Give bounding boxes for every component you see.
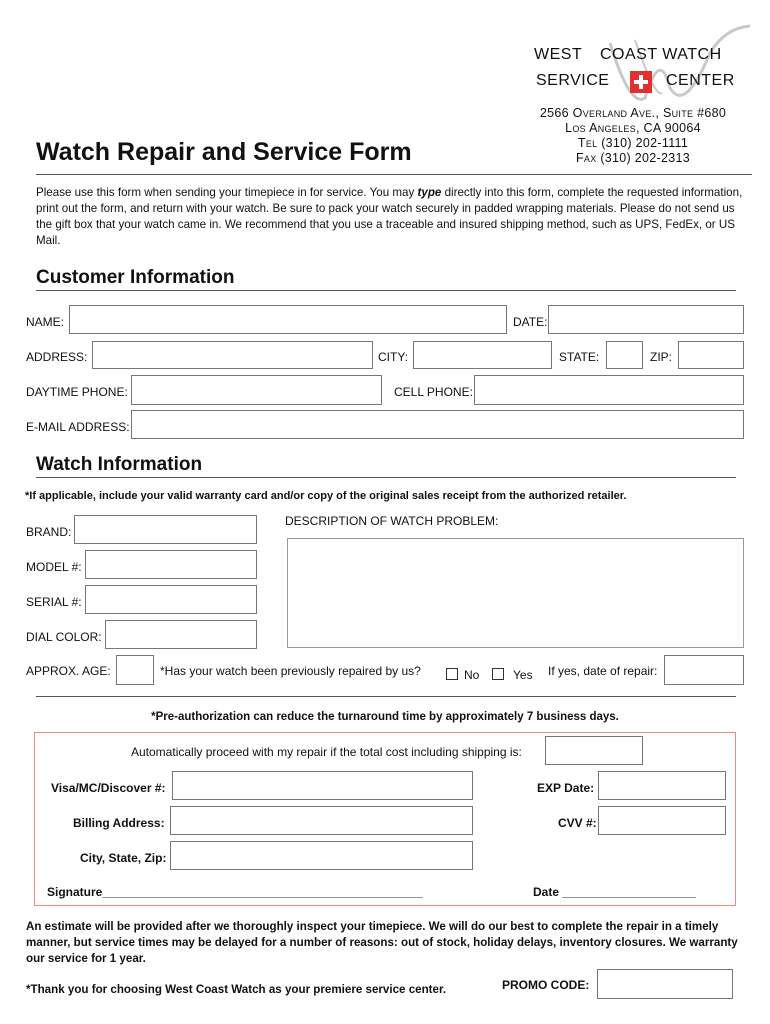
dial-color-label: DIAL COLOR: — [26, 630, 102, 644]
signature-date-line: Date ____________________ — [533, 885, 696, 899]
customer-info-heading: Customer Information — [36, 267, 235, 288]
watch-divider — [36, 477, 736, 478]
cvv-input[interactable] — [598, 806, 726, 835]
billing-label: Billing Address: — [73, 816, 165, 830]
signature-line: Signature________________________________________________ — [47, 885, 423, 899]
watch-info-heading: Watch Information — [36, 454, 203, 475]
logo-service: SERVICE — [536, 72, 610, 89]
cell-phone-input[interactable] — [474, 375, 744, 405]
warranty-note: *If applicable, include your valid warranty card and/or copy of the original sales receipt from the authorized retailer. — [25, 490, 627, 502]
estimate-text: An estimate will be provided after we thoroughly inspect your timepiece. We will do our best to complete the repair in a timely manner, but service times may be delayed for a number of reasons: out of stock, holiday delays, inventory closures. We warranty our service for 1 year. — [26, 920, 738, 965]
logo-coast-watch: COAST WATCH — [600, 46, 722, 63]
brand-label: BRAND: — [26, 525, 72, 539]
card-input[interactable] — [172, 771, 473, 800]
zip-input[interactable] — [678, 341, 744, 369]
brand-input[interactable] — [74, 515, 257, 544]
date-input[interactable] — [548, 305, 744, 334]
zip-label: ZIP: — [650, 350, 673, 364]
address-line-2: Los Angeles, CA 90064 — [565, 121, 701, 135]
auto-proceed-input[interactable] — [545, 736, 643, 765]
state-label: STATE: — [559, 350, 600, 364]
logo-watermark-w — [600, 18, 760, 113]
auto-proceed-label: Automatically proceed with my repair if the total cost including shipping is: — [131, 745, 522, 759]
serial-label: SERIAL #: — [26, 595, 82, 609]
promo-code-label: PROMO CODE: — [502, 978, 590, 992]
promo-code-input[interactable] — [597, 969, 733, 999]
intro-text: Please use this form when sending your timepiece in for service. You may type directly into this form, complete the requested information, print out the form, and return with your watch. Be sure to pack your watch securely in padded wrapping materials. Please do not send us the gift box that your watch came in. We recommend that you use a traceable and insured shipping method, such as UPS, FedEx, or US Mail. — [36, 186, 743, 247]
page-title: Watch Repair and Service Form — [36, 138, 412, 166]
fax: Fax (310) 202-2313 — [576, 151, 690, 165]
model-label: MODEL #: — [26, 560, 82, 574]
daytime-phone-label: DAYTIME PHONE: — [26, 385, 128, 399]
exp-input[interactable] — [598, 771, 726, 800]
date-label: DATE: — [513, 315, 548, 329]
date-of-repair-input[interactable] — [664, 655, 744, 685]
telephone: Tel (310) 202-1111 — [577, 136, 689, 150]
cell-phone-label: CELL PHONE: — [394, 385, 473, 399]
yes-label: Yes — [513, 668, 533, 682]
watch-bottom-divider — [36, 696, 736, 697]
daytime-phone-input[interactable] — [131, 375, 382, 405]
address-label: ADDRESS: — [26, 350, 88, 364]
logo-center: CENTER — [666, 72, 735, 89]
swiss-cross-icon — [630, 71, 652, 93]
city-state-zip-label: City, State, Zip: — [80, 851, 167, 865]
billing-input[interactable] — [170, 806, 473, 835]
city-label: CITY: — [378, 350, 409, 364]
card-label: Visa/MC/Discover #: — [51, 781, 166, 795]
address-line-1: 2566 Overland Ave., Suite #680 — [539, 106, 727, 120]
state-input[interactable] — [606, 341, 643, 369]
customer-divider — [36, 290, 736, 291]
name-input[interactable] — [69, 305, 507, 334]
header-divider — [36, 174, 752, 175]
thank-you-text: *Thank you for choosing West Coast Watch as your premiere service center. — [26, 983, 447, 996]
previously-repaired-label: *Has your watch been previously repaired by us? — [160, 664, 421, 678]
city-input[interactable] — [413, 341, 552, 369]
dial-color-input[interactable] — [105, 620, 257, 649]
date-of-repair-label: If yes, date of repair: — [548, 664, 658, 678]
email-input[interactable] — [131, 410, 744, 439]
preauth-note: *Pre-authorization can reduce the turnaround time by approximately 7 business days. — [151, 711, 619, 723]
description-textarea[interactable] — [287, 538, 744, 648]
no-checkbox[interactable] — [446, 668, 458, 680]
no-label: No — [464, 668, 480, 682]
logo-west: WEST — [534, 46, 583, 63]
description-label: DESCRIPTION OF WATCH PROBLEM: — [285, 514, 499, 528]
exp-label: EXP Date: — [537, 781, 595, 795]
address-input[interactable] — [92, 341, 373, 369]
city-state-zip-input[interactable] — [170, 841, 473, 870]
name-label: NAME: — [26, 315, 65, 329]
email-label: E-MAIL ADDRESS: — [26, 420, 130, 434]
serial-input[interactable] — [85, 585, 257, 614]
model-input[interactable] — [85, 550, 257, 579]
cvv-label: CVV #: — [558, 816, 597, 830]
approx-age-input[interactable] — [116, 655, 154, 685]
approx-age-label: APPROX. AGE: — [26, 664, 111, 678]
yes-checkbox[interactable] — [492, 668, 504, 680]
